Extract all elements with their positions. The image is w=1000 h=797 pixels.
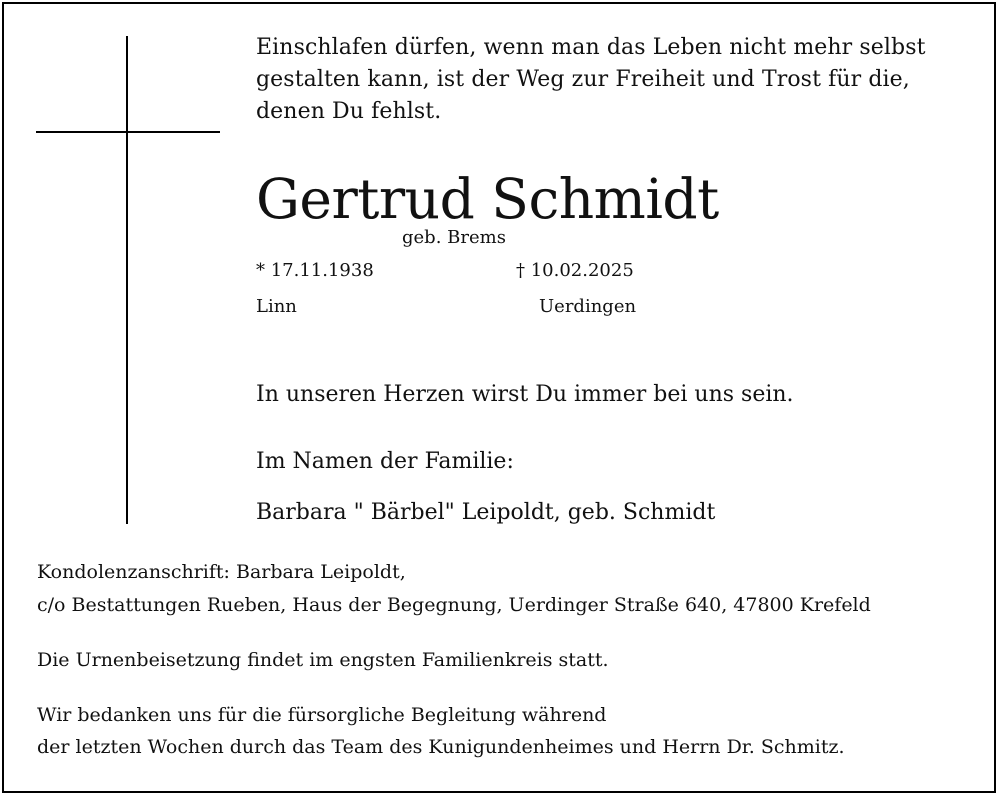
- family-signatory: Barbara " Bärbel" Leipoldt, geb. Schmidt: [256, 500, 716, 525]
- thanks-line: Wir bedanken uns für die fürsorgliche Begleitung während: [37, 704, 607, 726]
- deceased-name: Gertrud Schmidt: [256, 167, 719, 231]
- memorial-message: In unseren Herzen wirst Du immer bei uns sein.: [256, 382, 794, 407]
- condolence-address-line: c/o Bestattungen Rueben, Haus der Begegnung, Uerdinger Straße 640, 47800 Krefeld: [37, 594, 871, 616]
- thanks-line: der letzten Wochen durch das Team des Kunigundenheimes und Herrn Dr. Schmitz.: [37, 736, 845, 758]
- family-label: Im Namen der Familie:: [256, 449, 514, 474]
- urn-burial-notice: Die Urnenbeisetzung findet im engsten Familienkreis statt.: [37, 649, 609, 671]
- verse-line: denen Du fehlst.: [256, 99, 442, 124]
- cross-horizontal-bar: [36, 131, 220, 133]
- cross-vertical-bar: [126, 36, 128, 524]
- condolence-address-line: Kondolenzanschrift: Barbara Leipoldt,: [37, 561, 406, 583]
- verse-line: Einschlafen dürfen, wenn man das Leben nicht mehr selbst: [256, 35, 926, 60]
- death-date: † 10.02.2025: [516, 260, 634, 281]
- birth-date: * 17.11.1938: [256, 260, 374, 281]
- birth-place: Linn: [256, 296, 297, 317]
- death-place: Uerdingen: [539, 296, 637, 317]
- maiden-name: geb. Brems: [402, 227, 506, 248]
- verse-line: gestalten kann, ist der Weg zur Freiheit und Trost für die,: [256, 67, 910, 92]
- memorial-verse: [256, 32, 926, 128]
